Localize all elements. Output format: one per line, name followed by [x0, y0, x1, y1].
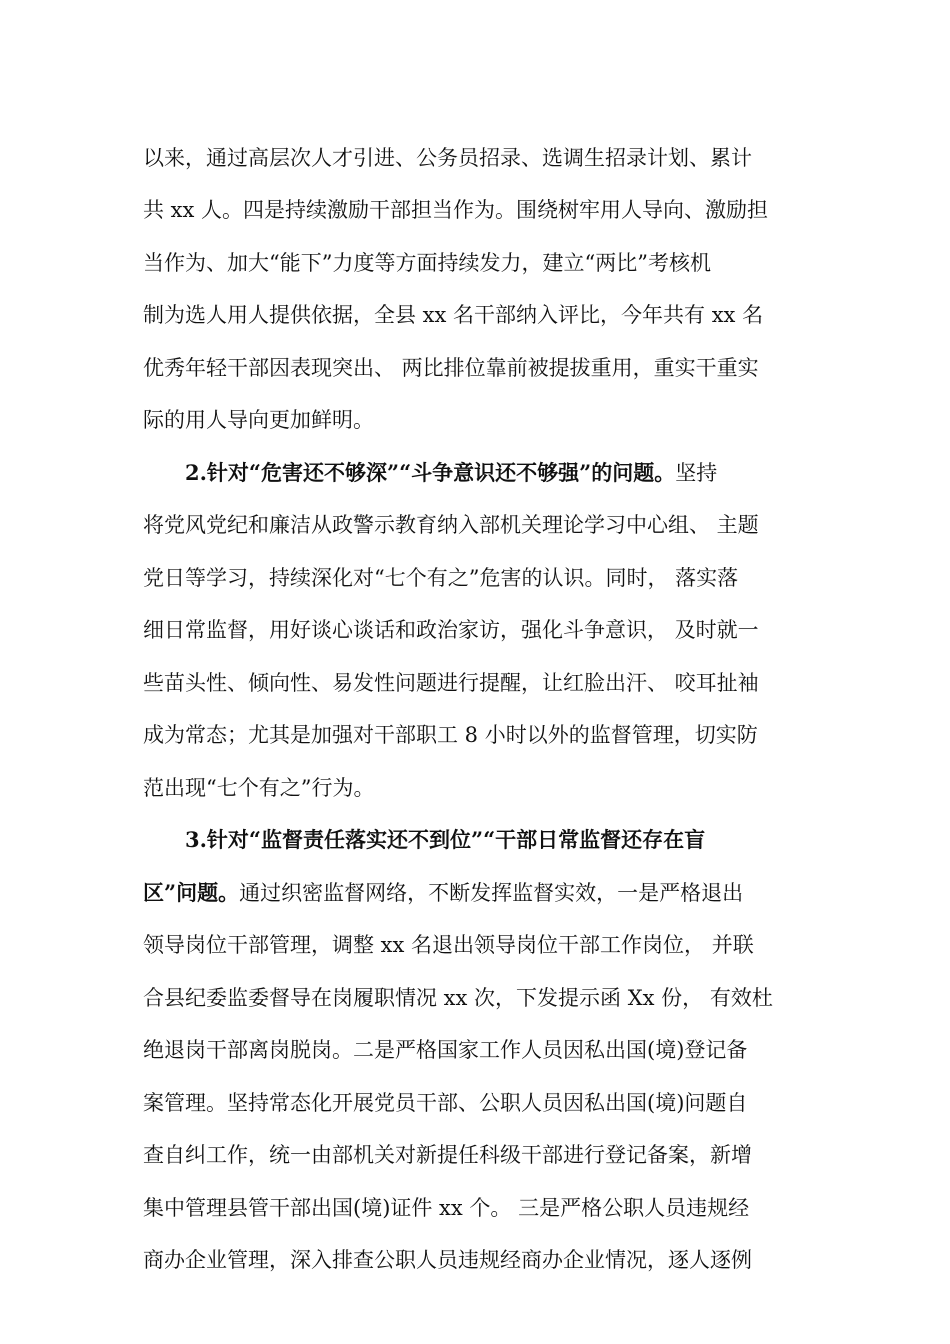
paragraph-2-line-3: 党日等学习，持续深化对“七个有之”危害的认识。同时， 落实落 [143, 566, 739, 590]
paragraph-2-line-1 [185, 453, 950, 493]
paragraph-3-heading-line-2: 区”问题。 [143, 880, 240, 905]
paragraph-2-line-7: 范出现“七个有之”行为。 [143, 776, 375, 800]
paragraph-2-line-4: 细日常监督，用好谈心谈话和政治家访，强化斗争意识， 及时就一 [143, 618, 759, 642]
paragraph-1-line-4: 制为选人用人提供依据，全县 xx 名干部纳入评比，今年共有 xx 名 [143, 303, 764, 327]
paragraph-1-line-6: 际的用人导向更加鲜明。 [143, 408, 374, 432]
paragraph-3-line-2 [143, 873, 950, 913]
paragraph-3-line-3: 领导岗位干部管理，调整 xx 名退出领导岗位干部工作岗位， 并联 [143, 933, 754, 957]
paragraph-3-heading-line-1: 3.针对“监督责任落实还不到位”“干部日常监督还存在盲 [185, 827, 706, 852]
paragraph-3-line-4: 合县纪委监委督导在岗履职情况 xx 次，下发提示函 Xx 份， 有效杜 [143, 986, 773, 1010]
paragraph-2-line-1-rest: 坚持 [675, 461, 718, 485]
paragraph-1-line-5: 优秀年轻干部因表现突出、 两比排位靠前被提拔重用，重实干重实 [143, 356, 759, 380]
paragraph-3-line-7: 查自纠工作，统一由部机关对新提任科级干部进行登记备案，新增 [143, 1143, 752, 1167]
paragraph-2-line-2: 将党风党纪和廉洁从政警示教育纳入部机关理论学习中心组、 主题 [143, 513, 759, 537]
paragraph-3-line-2-rest: 通过织密监督网络，不断发挥监督实效，一是严格退出 [239, 881, 744, 905]
paragraph-2-line-6: 成为常态；尤其是加强对干部职工 8 小时以外的监督管理，切实防 [143, 723, 758, 747]
paragraph-1-line-3: 当作为、加大“能下”力度等方面持续发力，建立“两比”考核机 [143, 251, 711, 275]
paragraph-3-line-8: 集中管理县管干部出国(境)证件 xx 个。 三是严格公职人员违规经 [143, 1196, 750, 1220]
paragraph-3-line-6: 案管理。坚持常态化开展党员干部、公职人员因私出国(境)问题自 [143, 1091, 748, 1115]
paragraph-3-line-9: 商办企业管理，深入排查公职人员违规经商办企业情况，逐人逐例 [143, 1248, 752, 1272]
paragraph-3-line-5: 绝退岗干部离岗脱岗。二是严格国家工作人员因私出国(境)登记备 [143, 1038, 748, 1062]
paragraph-1-line-2: 共 xx 人。四是持续激励干部担当作为。围绕树牢用人导向、激励担 [143, 198, 769, 222]
paragraph-1-line-1: 以来，通过高层次人才引进、公务员招录、选调生招录计划、累计 [143, 146, 752, 170]
paragraph-2-line-5: 些苗头性、倾向性、易发性问题进行提醒，让红脸出汗、 咬耳扯袖 [143, 671, 759, 695]
paragraph-2-heading: 2.针对“危害还不够深”“斗争意识还不够强”的问题。 [185, 460, 676, 485]
